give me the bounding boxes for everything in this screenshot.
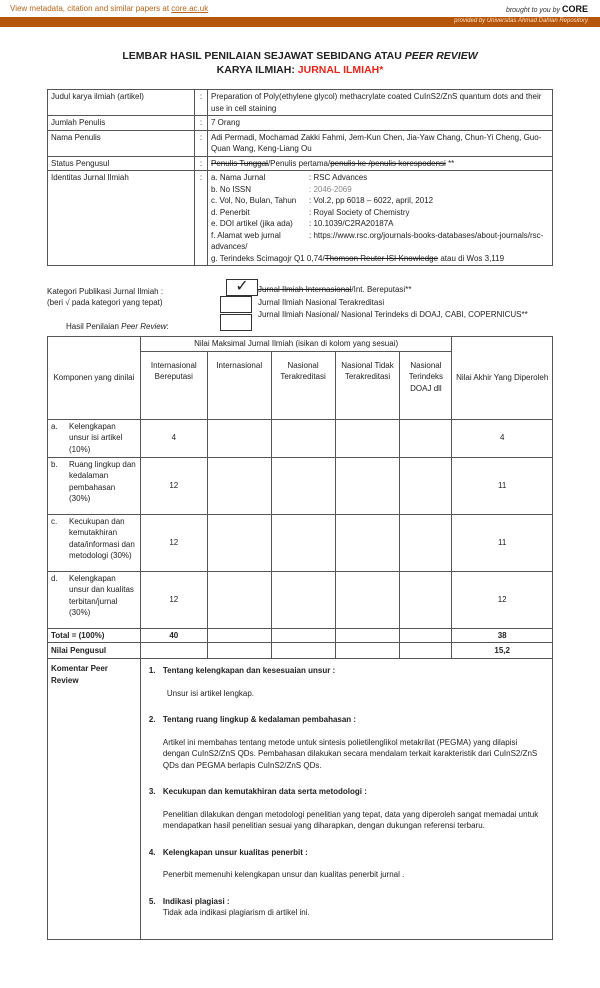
header-col: Nasional Terakreditasi bbox=[271, 351, 335, 419]
hasil-text: Hasil Penilaian bbox=[66, 322, 122, 331]
core-logo: CORE bbox=[561, 4, 588, 14]
komentar-content bbox=[140, 659, 552, 940]
final-value: 12 bbox=[452, 571, 553, 628]
komentar-label: Komentar Peer Review bbox=[48, 659, 141, 940]
option-struck: Jurnal Ilmiah Internasional bbox=[258, 285, 352, 294]
volume-value: : Vol.2, pp 6018 – 6022, april, 2012 bbox=[309, 196, 434, 205]
komentar-num: 3. bbox=[148, 787, 156, 796]
komentar-head: Tentang kelengkapan dan kesesuaian unsur : bbox=[162, 666, 336, 675]
volume-label: c. Vol, No, Bulan, Tahun bbox=[211, 196, 297, 205]
final-value: 11 bbox=[452, 514, 553, 571]
row-judul bbox=[48, 90, 553, 116]
komentar-num: 4. bbox=[148, 847, 156, 857]
score-row bbox=[48, 419, 553, 457]
web-label: f. Alamat web jurnal bbox=[211, 230, 281, 240]
component-key: a. bbox=[51, 421, 58, 431]
nama-jurnal-value: : RSC Advances bbox=[309, 173, 368, 182]
kategori-option-1 bbox=[258, 284, 411, 295]
pengusul-label: Nilai Pengusul bbox=[48, 643, 141, 659]
score-header-row bbox=[48, 337, 553, 352]
komentar-num: 1. bbox=[148, 666, 156, 675]
score-table bbox=[47, 336, 553, 940]
max-value: 12 bbox=[140, 514, 207, 571]
penerbit-label: d. Penerbit bbox=[211, 207, 250, 217]
komentar-row bbox=[48, 659, 553, 940]
identitas-value bbox=[208, 171, 553, 266]
komentar-heading bbox=[149, 714, 544, 726]
component-key: b. bbox=[51, 459, 58, 469]
row-status bbox=[48, 156, 553, 171]
header-komponen: Komponen yang dinilai bbox=[48, 337, 141, 420]
component-label: Kelengkapan unsur dan kualitas terbitan/jurnal (30%) bbox=[69, 573, 134, 617]
component-cell bbox=[48, 457, 141, 514]
indeks-struck: Thomson Reuter ISI Knowledge bbox=[324, 253, 439, 263]
nama-label: Nama Penulis bbox=[48, 130, 195, 156]
hasil-label bbox=[66, 321, 169, 332]
subtitle-red: JURNAL ILMIAH* bbox=[297, 64, 384, 76]
core-branding[interactable] bbox=[506, 4, 588, 14]
score-row bbox=[48, 457, 553, 514]
identitas-label: Identitas Jurnal Ilmiah bbox=[48, 171, 195, 266]
component-cell bbox=[48, 571, 141, 628]
komentar-heading bbox=[149, 665, 544, 677]
row-identitas bbox=[48, 171, 553, 266]
pengusul-row bbox=[48, 643, 553, 659]
component-label: Kecukupan dan kemutakhiran data/informasi dan metodologi (30%) bbox=[69, 516, 135, 560]
komentar-body: Tidak ada indikasi plagiarism di artikel ini. bbox=[162, 908, 310, 917]
max-value: 4 bbox=[140, 419, 207, 457]
colon: : bbox=[195, 130, 208, 156]
subtitle-text: KARYA ILMIAH: bbox=[216, 64, 298, 76]
komentar-heading bbox=[149, 896, 544, 908]
final-value: 4 bbox=[452, 419, 553, 457]
doi-value: : 10.1039/C2RA20187A bbox=[309, 219, 394, 228]
nama-value: Adi Permadi, Mochamad Zakki Fahmi, Jem-Kun Chen, Jia-Yaw Chang, Chun-Yi Cheng, Guo-Quan Wang, Keng-Liang Ou bbox=[208, 130, 553, 156]
brought-by-text: brought to you by bbox=[505, 7, 561, 14]
header-col: Internasional bbox=[207, 351, 271, 419]
document-title bbox=[0, 50, 600, 62]
component-label: Kelengkapan unsur isi artikel (10%) bbox=[69, 421, 123, 454]
header-col: Nasional Tidak Terakreditasi bbox=[335, 351, 400, 419]
jumlah-value: 7 Orang bbox=[208, 116, 553, 131]
status-struck: penulis ke /penulis korespodensi bbox=[330, 158, 446, 168]
komentar-head: Kecukupan dan kemutakhiran data serta metodologi : bbox=[162, 787, 367, 796]
metadata-text: View metadata, citation and similar papers at bbox=[10, 4, 170, 13]
header-akhir: Nilai Akhir Yang Diperoleh bbox=[452, 337, 553, 420]
issn-value: : 2046-2069 bbox=[309, 184, 352, 194]
colon: : bbox=[195, 171, 208, 266]
jumlah-label: Jumlah Penulis bbox=[48, 116, 195, 131]
web-value: : https://www.rsc.org/journals-books-databases/about-journals/rsc-advances/ bbox=[211, 230, 544, 251]
option-selected: /Int. Bereputasi** bbox=[351, 285, 412, 294]
hasil-italic: Peer Review bbox=[121, 322, 167, 331]
max-value: 12 bbox=[140, 571, 207, 628]
kategori-hint: (beri √ pada kategori yang tepat) bbox=[47, 298, 163, 307]
colon: : bbox=[195, 156, 208, 171]
row-jumlah bbox=[48, 116, 553, 131]
component-cell bbox=[48, 514, 141, 571]
header-col: Internasional Bereputasi bbox=[140, 351, 207, 419]
indeks-end: atau di Wos 3,119 bbox=[438, 253, 505, 263]
hasil-colon: : bbox=[166, 322, 169, 331]
kategori-option-2: Jurnal Ilmiah Nasional Terakreditasi bbox=[258, 298, 385, 307]
component-cell bbox=[48, 419, 141, 457]
header-group: Nilai Maksimal Jurnal Ilmiah (isikan di kolom yang sesuai) bbox=[140, 337, 452, 352]
komentar-head: Indikasi plagiasi : bbox=[162, 896, 230, 906]
kategori-option-3: Jurnal Ilmiah Nasional/ Nasional Terindeks di DOAJ, CABI, COPERNICUS** bbox=[258, 310, 528, 319]
komentar-num: 2. bbox=[148, 715, 156, 724]
komentar-num: 5. bbox=[148, 896, 156, 906]
nama-jurnal-label: a. Nama Jurnal bbox=[211, 173, 266, 182]
judul-value: Preparation of Poly(ethylene glycol) methacrylate coated CuInS2/ZnS quantum dots and their use in cell staining bbox=[208, 90, 553, 116]
judul-label: Judul karya ilmiah (artikel) bbox=[48, 90, 195, 116]
max-value: 12 bbox=[140, 457, 207, 514]
status-note: ** bbox=[445, 158, 455, 168]
komentar-body: Unsur isi artikel lengkap. bbox=[166, 688, 255, 698]
score-row bbox=[48, 514, 553, 571]
komentar-body: Artikel ini membahas tentang metode untuk sintesis polietilenglikol metakrilat (PEGMA) yang dilapisi dengan CuInS2/ZnS QDs. Pembahasan dilakukan secara mendalam terkait karakteristik dari CuInS2/ZnS QDs dan PEGMA berlapis CuInS2/ZnS QDs. bbox=[162, 737, 538, 770]
document-subtitle bbox=[0, 64, 600, 76]
score-row bbox=[48, 571, 553, 628]
total-label: Total = (100%) bbox=[48, 628, 141, 643]
komentar-head: Tentang ruang lingkup & kedalaman pembahasan : bbox=[162, 715, 357, 724]
indeks-text: g. Terindeks Scimagojr Q1 0,74/ bbox=[211, 253, 325, 263]
provided-by[interactable]: provided by Universitas Ahmad Dahlan Repository bbox=[454, 18, 588, 24]
check-icon: ✓ bbox=[235, 278, 249, 295]
header-col: Nasional Terindeks DOAJ dll bbox=[400, 351, 452, 419]
core-link[interactable]: core.ac.uk bbox=[171, 4, 209, 13]
total-max: 40 bbox=[140, 628, 207, 643]
title-italic: PEER REVIEW bbox=[404, 50, 478, 62]
total-row bbox=[48, 628, 553, 643]
title-text: LEMBAR HASIL PENILAIAN SEJAWAT SEBIDANG ATAU bbox=[122, 50, 405, 62]
colon: : bbox=[195, 90, 208, 116]
colon: : bbox=[195, 116, 208, 131]
component-key: d. bbox=[51, 573, 58, 583]
penerbit-value: : Royal Society of Chemistry bbox=[309, 207, 410, 217]
issn-label: b. No ISSN bbox=[211, 184, 252, 194]
component-key: c. bbox=[51, 516, 58, 526]
status-label: Status Pengusul bbox=[48, 156, 195, 171]
kategori-label: Kategori Publikasi Jurnal Ilmiah : bbox=[47, 287, 164, 296]
info-table bbox=[47, 89, 553, 266]
kategori-checkbox-nasional-terakreditasi[interactable] bbox=[220, 296, 252, 313]
doi-label: e. DOI artikel (jika ada) bbox=[211, 219, 293, 228]
pengusul-value: 15,2 bbox=[452, 643, 553, 659]
final-value: 11 bbox=[452, 457, 553, 514]
komentar-body: Penerbit memenuhi kelengkapan unsur dan kualitas penerbit jurnal . bbox=[162, 870, 405, 879]
komentar-body: Penelitian dilakukan dengan metodologi penelitian yang tepat, data yang diperoleh sangat memadai untuk mendapatkan hasil penelitian sesuai yang diharapkan, dengan dukungan referensi terbaru. bbox=[162, 809, 539, 830]
component-label: Ruang lingkup dan kedalaman pembahasan (30%) bbox=[69, 459, 136, 503]
row-nama bbox=[48, 130, 553, 156]
status-value bbox=[208, 156, 553, 171]
komentar-heading bbox=[149, 847, 544, 859]
status-struck: Penulis Tunggal bbox=[211, 158, 268, 168]
kategori-checkbox-nasional-terindeks[interactable] bbox=[220, 314, 252, 331]
total-akhir: 38 bbox=[452, 628, 553, 643]
komentar-heading bbox=[149, 786, 544, 798]
kategori-checkbox-internasional[interactable] bbox=[226, 279, 258, 296]
status-selected: /Penulis pertama/ bbox=[267, 158, 331, 168]
metadata-banner bbox=[10, 4, 208, 13]
komentar-head: Kelengkapan unsur kualitas penerbit : bbox=[162, 847, 308, 857]
